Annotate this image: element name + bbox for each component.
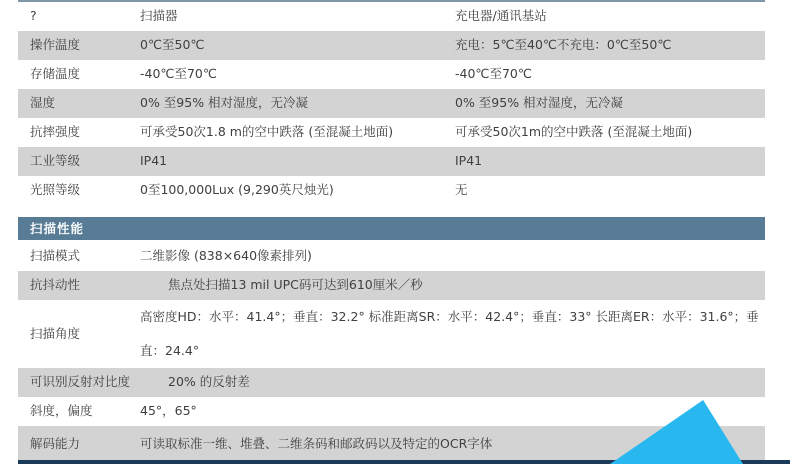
row-value: 20% 的反射差 <box>168 374 250 390</box>
row-value: 45°，65° <box>140 403 197 419</box>
header-label: ? <box>30 8 37 24</box>
table-row <box>18 89 765 118</box>
row-value-base: 可承受50次1m的空中跌落 (至混凝土地面) <box>455 124 693 140</box>
row-label: 湿度 <box>30 95 56 111</box>
row-value-scanner: IP41 <box>140 153 168 169</box>
row-label: 斜度，偏度 <box>30 403 93 419</box>
table-header-row <box>18 2 765 31</box>
row-value-scanner: 0% 至95% 相对湿度，无冷凝 <box>140 95 309 111</box>
row-value: 可读取标准一维、堆叠、二维条码和邮政码以及特定的OCR字体 <box>140 435 493 451</box>
row-value: 高密度HD：水平：41.4°；垂直：32.2° 标准距离SR：水平：42.4°；垂直：33° 长距离ER：水平：31.6°；垂直：24.4° <box>140 309 759 358</box>
section-title-scan-performance: 扫描性能 <box>18 217 765 240</box>
table-row <box>18 397 765 426</box>
row-label: 抗抖动性 <box>30 277 81 293</box>
row-label: 操作温度 <box>30 37 81 53</box>
table-row <box>18 147 765 176</box>
row-label: 扫描角度 <box>30 325 81 341</box>
table-row <box>18 300 765 368</box>
row-value-scanner: 0至100,000Lux (9,290英尺烛光) <box>140 182 334 198</box>
table-row <box>18 271 765 300</box>
table-row <box>18 31 765 60</box>
table-row <box>18 60 765 89</box>
header-col-scanner: 扫描器 <box>140 8 178 24</box>
row-label: 解码能力 <box>30 435 81 451</box>
row-value-scanner: 可承受50次1.8 m的空中跌落 (至混凝土地面) <box>140 124 394 140</box>
row-value-base: IP41 <box>455 153 483 169</box>
row-value-base: 0% 至95% 相对湿度，无冷凝 <box>455 95 624 111</box>
scan-performance-section <box>18 242 765 462</box>
row-label: 抗摔强度 <box>30 124 81 140</box>
row-label: 可识别反射对比度 <box>30 374 131 390</box>
table-row <box>18 242 765 271</box>
table-row <box>18 368 765 397</box>
row-value-base: 充电：5℃至40℃不充电：0℃至50℃ <box>455 37 672 53</box>
header-col-base: 充电器/通讯基站 <box>455 8 547 24</box>
row-label: 光照等级 <box>30 182 81 198</box>
row-value: 二维影像 (838×640像素排列) <box>140 248 312 264</box>
row-value-base: -40℃至70℃ <box>455 66 532 82</box>
row-label: 存储温度 <box>30 66 81 82</box>
row-label: 扫描模式 <box>30 248 81 264</box>
spec-table <box>18 0 765 462</box>
row-value-scanner: 0℃至50℃ <box>140 37 205 53</box>
table-row <box>18 118 765 147</box>
row-label: 工业等级 <box>30 153 81 169</box>
row-value-base: 无 <box>455 182 468 198</box>
row-value-scanner: -40℃至70℃ <box>140 66 217 82</box>
table-row <box>18 176 765 205</box>
environment-section <box>18 31 765 205</box>
row-value: 焦点处扫描13 mil UPC码可达到610厘米／秒 <box>168 277 423 293</box>
